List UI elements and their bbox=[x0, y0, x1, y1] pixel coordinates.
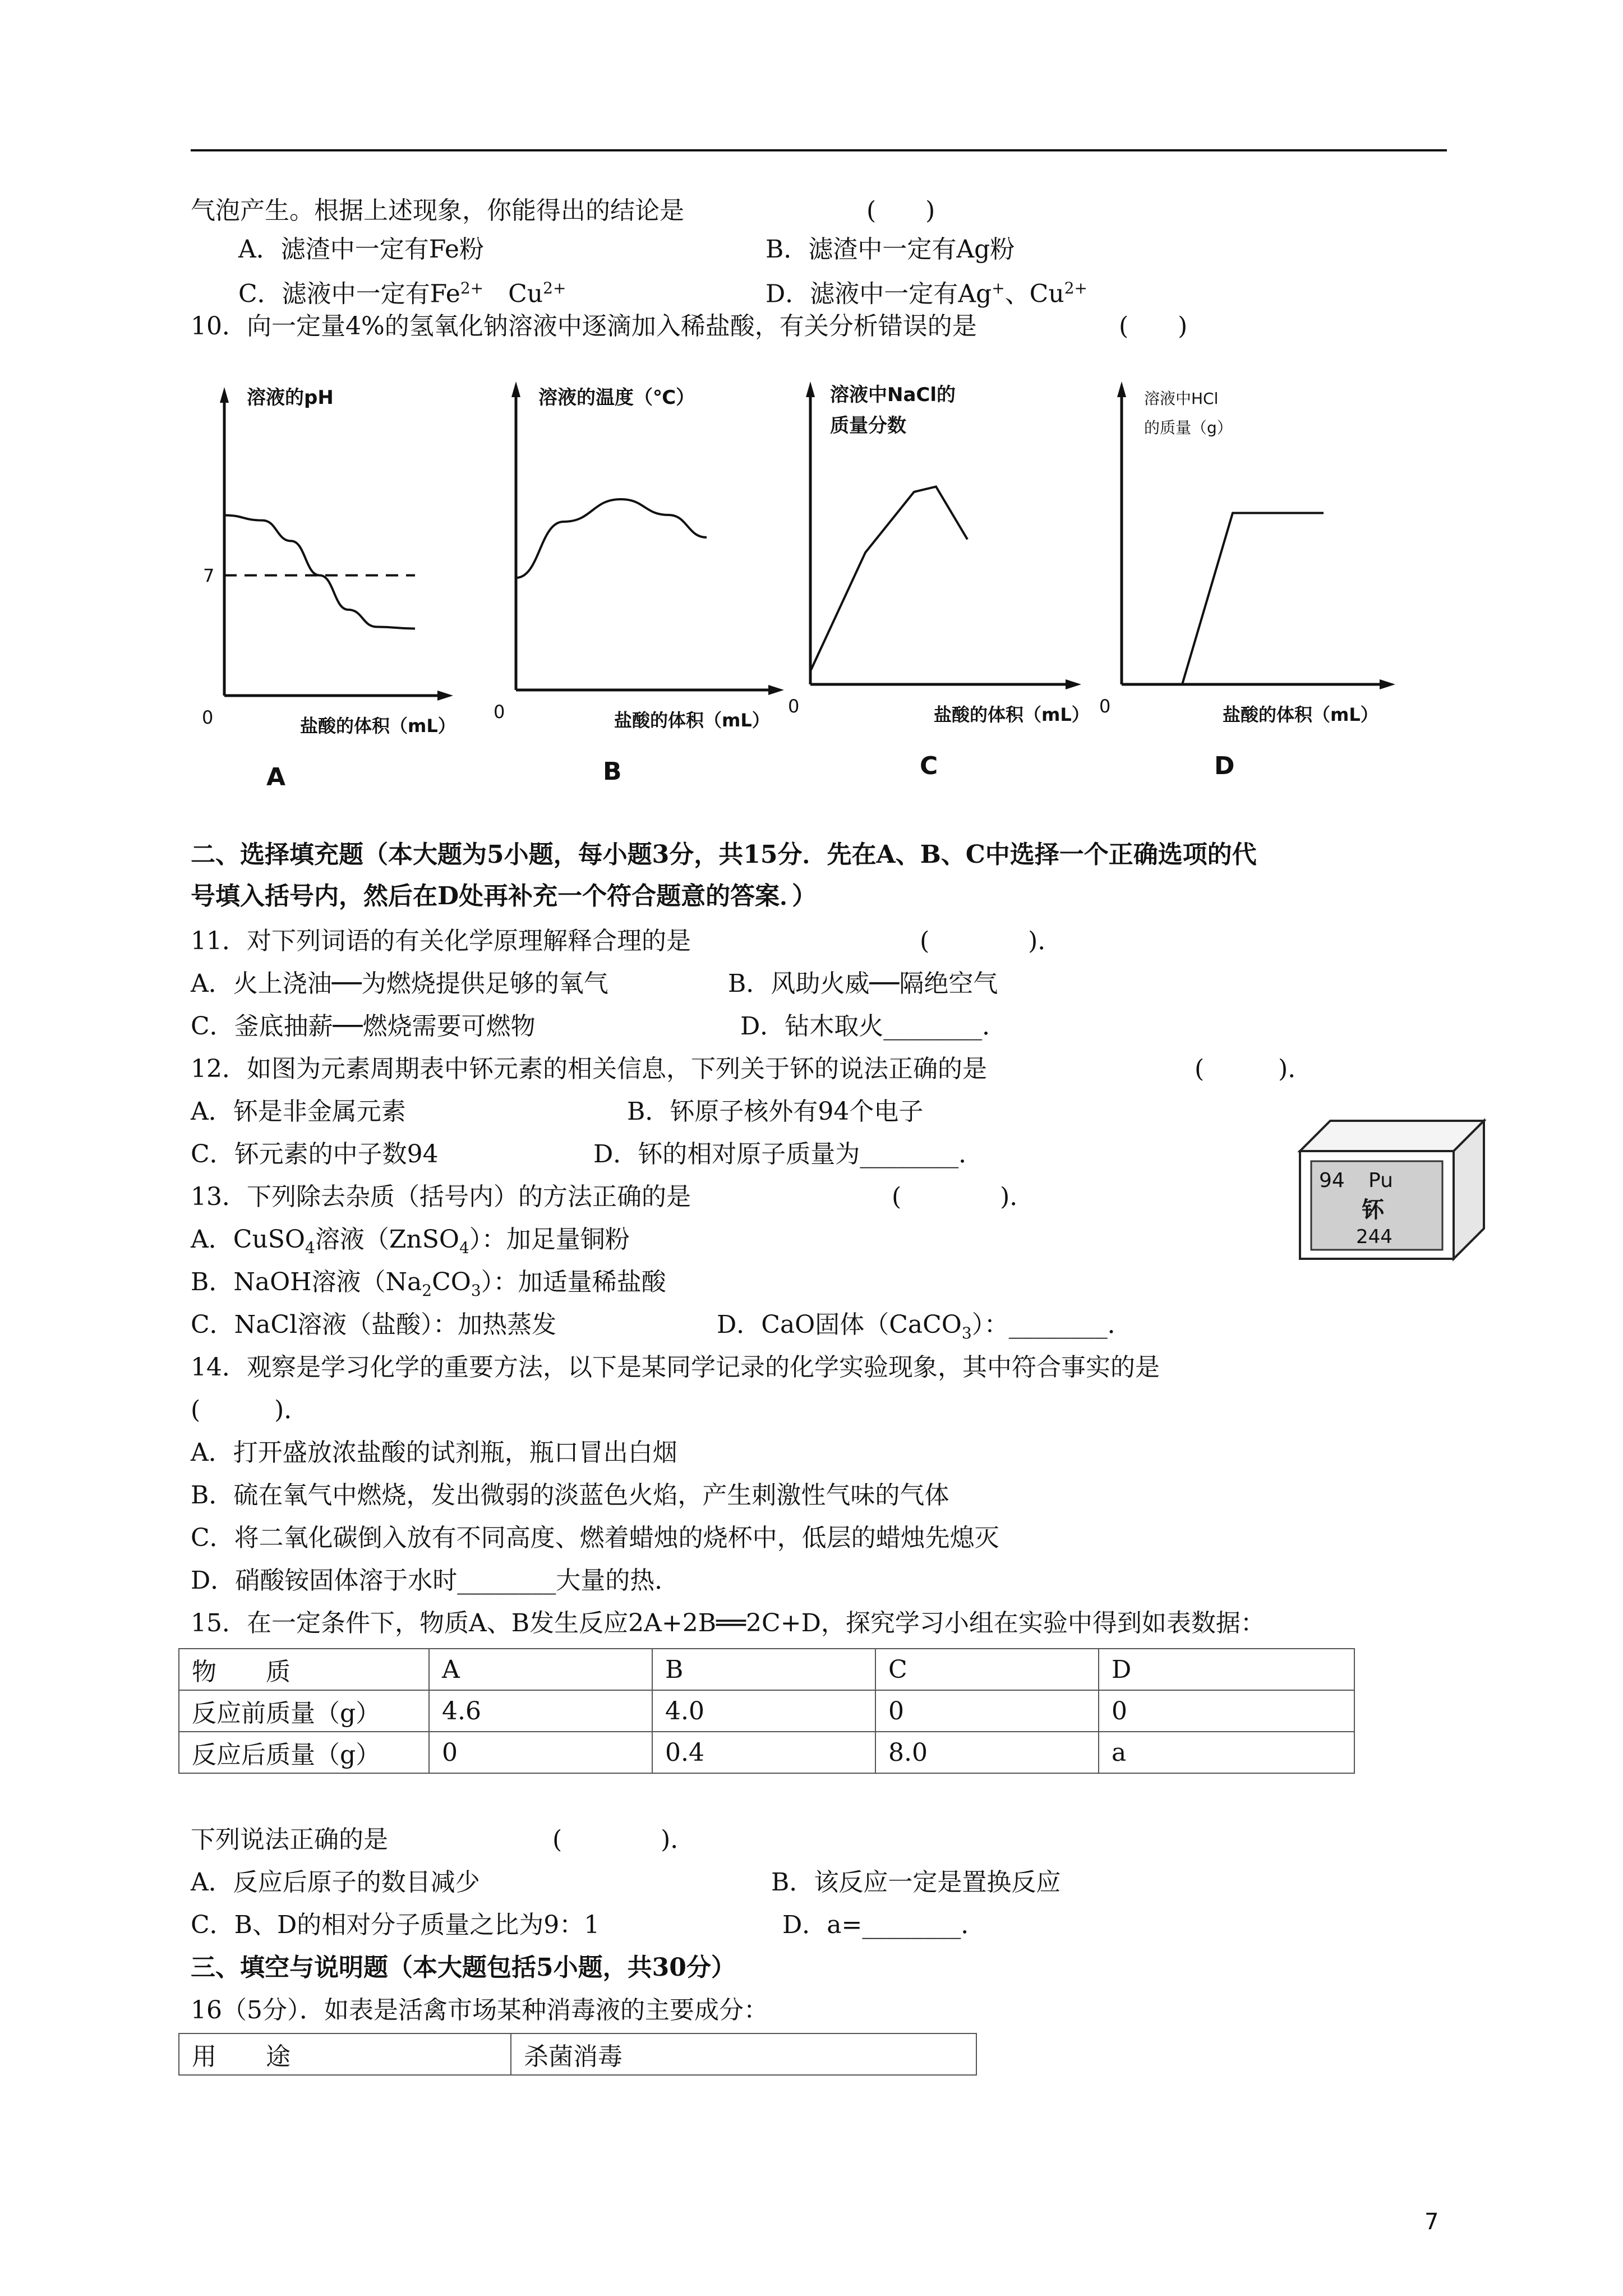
x-axis-label: 盐酸的体积（mL） bbox=[934, 704, 1090, 725]
series-line bbox=[810, 487, 967, 671]
y-axis-label: 质量分数 bbox=[830, 415, 906, 437]
element-symbol: Pu bbox=[1368, 1169, 1393, 1192]
q16-table bbox=[178, 2033, 977, 2076]
x-axis-arrow bbox=[1380, 679, 1395, 689]
table-cell: 0 bbox=[429, 1732, 652, 1773]
q15-mass-table bbox=[178, 1648, 1355, 1774]
table-cell: 反应前质量（g） bbox=[179, 1690, 429, 1732]
page-number: 7 bbox=[1424, 2209, 1439, 2235]
q13-stem: 13．下列除去杂质（括号内）的方法正确的是 bbox=[191, 1182, 691, 1211]
origin-label: 0 bbox=[494, 701, 505, 723]
q11-option-c: C．釜底抽薪──燃烧需要可燃物 bbox=[191, 1012, 536, 1041]
q14-option-d: D．硝酸铵固体溶于水时________大量的热． bbox=[191, 1566, 680, 1595]
q15-option-b: B．该反应一定是置换反应 bbox=[771, 1868, 1061, 1897]
table-cell: 4.6 bbox=[429, 1690, 652, 1732]
q11-option-d: D．钻木取火________． bbox=[740, 1012, 1007, 1041]
origin-label: 0 bbox=[788, 696, 800, 717]
q9-answer-paren: ( ) bbox=[866, 196, 935, 225]
plutonium-element-card bbox=[1295, 1116, 1492, 1262]
q12-option-c: C．钚元素的中子数94 bbox=[191, 1140, 439, 1168]
q14-option-a: A．打开盛放浓盐酸的试剂瓶，瓶口冒出白烟 bbox=[191, 1438, 677, 1467]
series-line bbox=[1122, 513, 1324, 685]
x-axis-label: 盐酸的体积（mL） bbox=[1223, 704, 1378, 725]
table-cell: 8.0 bbox=[875, 1732, 1099, 1773]
table-cell: A bbox=[429, 1649, 652, 1690]
table-cell: 用 途 bbox=[179, 2033, 511, 2075]
x-axis-label: 盐酸的体积（mL） bbox=[300, 715, 456, 737]
panel-label: D bbox=[1214, 752, 1235, 780]
q9-option-c: C．滤液中一定有$Fe^{2+}$ $Cu^{2+}$ bbox=[238, 279, 566, 309]
element-atomic-number: 94 bbox=[1319, 1169, 1345, 1192]
q11-option-a: A．火上浇油──为燃烧提供足够的氧气 bbox=[191, 969, 608, 998]
table-row bbox=[179, 1732, 1354, 1773]
q12-answer-paren: ( )． bbox=[1195, 1055, 1313, 1083]
y-axis-arrow bbox=[511, 381, 520, 397]
q12-stem: 12．如图为元素周期表中钚元素的相关信息，下列关于钚的说法正确的是 bbox=[191, 1055, 987, 1083]
table-cell: 0 bbox=[1099, 1690, 1354, 1732]
q12-option-d: D．钚的相对原子质量为________． bbox=[593, 1140, 984, 1168]
q16-stem: 16（5分）．如表是活禽市场某种消毒液的主要成分： bbox=[191, 1996, 768, 2024]
table-cell: B bbox=[652, 1649, 875, 1690]
q15-lead: 下列说法正确的是 bbox=[191, 1825, 388, 1854]
q14-option-c: C．将二氧化碳倒入放有不同高度、燃着蜡烛的烧杯中，低层的蜡烛先熄灭 bbox=[191, 1524, 999, 1552]
table-cell: 反应后质量（g） bbox=[179, 1732, 429, 1773]
q9-option-a: A．滤渣中一定有Fe粉 bbox=[238, 235, 484, 264]
x-axis-arrow bbox=[437, 691, 453, 701]
q11-stem: 11．对下列词语的有关化学原理解释合理的是 bbox=[191, 927, 691, 955]
q13-option-a: A．CuSO$_4$溶液（ZnSO$_4$）：加足量铜粉 bbox=[191, 1225, 630, 1257]
element-mass: 244 bbox=[1356, 1226, 1393, 1248]
x-axis-arrow bbox=[768, 685, 784, 695]
q15-option-d: D．a=________． bbox=[782, 1911, 986, 1939]
q12-option-b: B．钚原子核外有94个电子 bbox=[627, 1097, 924, 1126]
y-axis-label: 溶液的pH bbox=[247, 386, 334, 409]
section3-title: 三、填空与说明题（本大题包括5小题，共30分） bbox=[191, 1953, 736, 1982]
q9-option-b: B．滤渣中一定有Ag粉 bbox=[766, 235, 1015, 264]
table-cell: 4.0 bbox=[652, 1690, 875, 1732]
q13-option-d: D．CaO固体（CaCO$_3$）：________． bbox=[717, 1310, 1132, 1342]
origin-label: 0 bbox=[202, 707, 214, 728]
q14-stem: 14．观察是学习化学的重要方法，以下是某同学记录的化学实验现象，其中符合事实的是 bbox=[191, 1353, 1160, 1382]
q15-option-a: A．反应后原子的数目减少 bbox=[191, 1868, 480, 1897]
y-axis-arrow bbox=[220, 387, 229, 403]
header-rule bbox=[191, 149, 1447, 151]
panel-label: A bbox=[266, 763, 286, 792]
q14-answer-paren: ( )． bbox=[191, 1396, 309, 1424]
q9-tail: 气泡产生。根据上述现象，你能得出的结论是 bbox=[191, 196, 684, 225]
table-row bbox=[179, 2033, 976, 2075]
table-cell: 0 bbox=[875, 1690, 1099, 1732]
x-axis-label: 盐酸的体积（mL） bbox=[614, 710, 770, 731]
table-cell: C bbox=[875, 1649, 1099, 1690]
y-axis-label: 溶液中HCl bbox=[1144, 389, 1219, 408]
graph-d bbox=[1094, 370, 1396, 797]
origin-label: 0 bbox=[1099, 696, 1111, 717]
graph-b bbox=[494, 370, 785, 797]
y-axis-arrow bbox=[1117, 381, 1126, 397]
graph-c bbox=[788, 370, 1090, 797]
q15-stem: 15．在一定条件下，物质A、B发生反应2A+2B══2C+D，探究学习小组在实验中得到如表数据： bbox=[191, 1609, 1265, 1637]
q11-answer-paren: ( )． bbox=[920, 927, 1063, 955]
table-cell: 杀菌消毒 bbox=[511, 2033, 976, 2075]
panel-label: B bbox=[603, 757, 622, 786]
table-cell: 0.4 bbox=[652, 1732, 875, 1773]
q12-option-a: A．钚是非金属元素 bbox=[191, 1097, 406, 1126]
q10-answer-paren: ( ) bbox=[1119, 312, 1188, 341]
section2-title-line2: 号填入括号内，然后在D处再补充一个符合题意的答案．） bbox=[191, 882, 817, 910]
section2-title-line1: 二、选择填充题（本大题为5小题，每小题3分，共15分．先在A、B、C中选择一个正确选项的代 bbox=[191, 840, 1257, 869]
element-name: 钚 bbox=[1362, 1197, 1384, 1223]
y-axis-arrow bbox=[806, 381, 815, 397]
series-line bbox=[516, 499, 707, 578]
table-cell: a bbox=[1099, 1732, 1354, 1773]
q13-option-c: C．NaCl溶液（盐酸）：加热蒸发 bbox=[191, 1310, 557, 1339]
table-row bbox=[179, 1690, 1354, 1732]
q14-option-b: B．硫在氧气中燃烧，发出微弱的淡蓝色火焰，产生刺激性气味的气体 bbox=[191, 1481, 949, 1510]
x-axis-arrow bbox=[1066, 679, 1081, 689]
q10-stem: 10．向一定量4%的氢氧化钠溶液中逐滴加入稀盐酸，有关分析错误的是 bbox=[191, 312, 977, 341]
y-axis-label: 的质量（g） bbox=[1144, 418, 1233, 437]
graph-a bbox=[191, 370, 471, 797]
q15-option-c: C．B、D的相对分子质量之比为9：1 bbox=[191, 1911, 600, 1939]
y-axis-label: 溶液的温度（℃） bbox=[538, 386, 695, 409]
q15-answer-paren: ( )． bbox=[552, 1825, 695, 1854]
y-axis-label: 溶液中NaCl的 bbox=[830, 384, 956, 406]
reference-line-label: 7 bbox=[203, 565, 215, 587]
table-row bbox=[179, 1649, 1354, 1690]
q13-answer-paren: ( )． bbox=[892, 1182, 1035, 1211]
q11-option-b: B．风助火威──隔绝空气 bbox=[728, 969, 998, 998]
q13-option-b: B．NaOH溶液$(Na_2CO_3)$：加适量稀盐酸 bbox=[191, 1268, 666, 1300]
q9-option-d: D．滤液中一定有Ag+、$Cu^{2+}$ bbox=[766, 279, 1087, 309]
table-cell: 物 质 bbox=[179, 1649, 429, 1690]
panel-label: C bbox=[920, 752, 938, 780]
table-cell: D bbox=[1099, 1649, 1354, 1690]
series-line bbox=[224, 515, 415, 628]
